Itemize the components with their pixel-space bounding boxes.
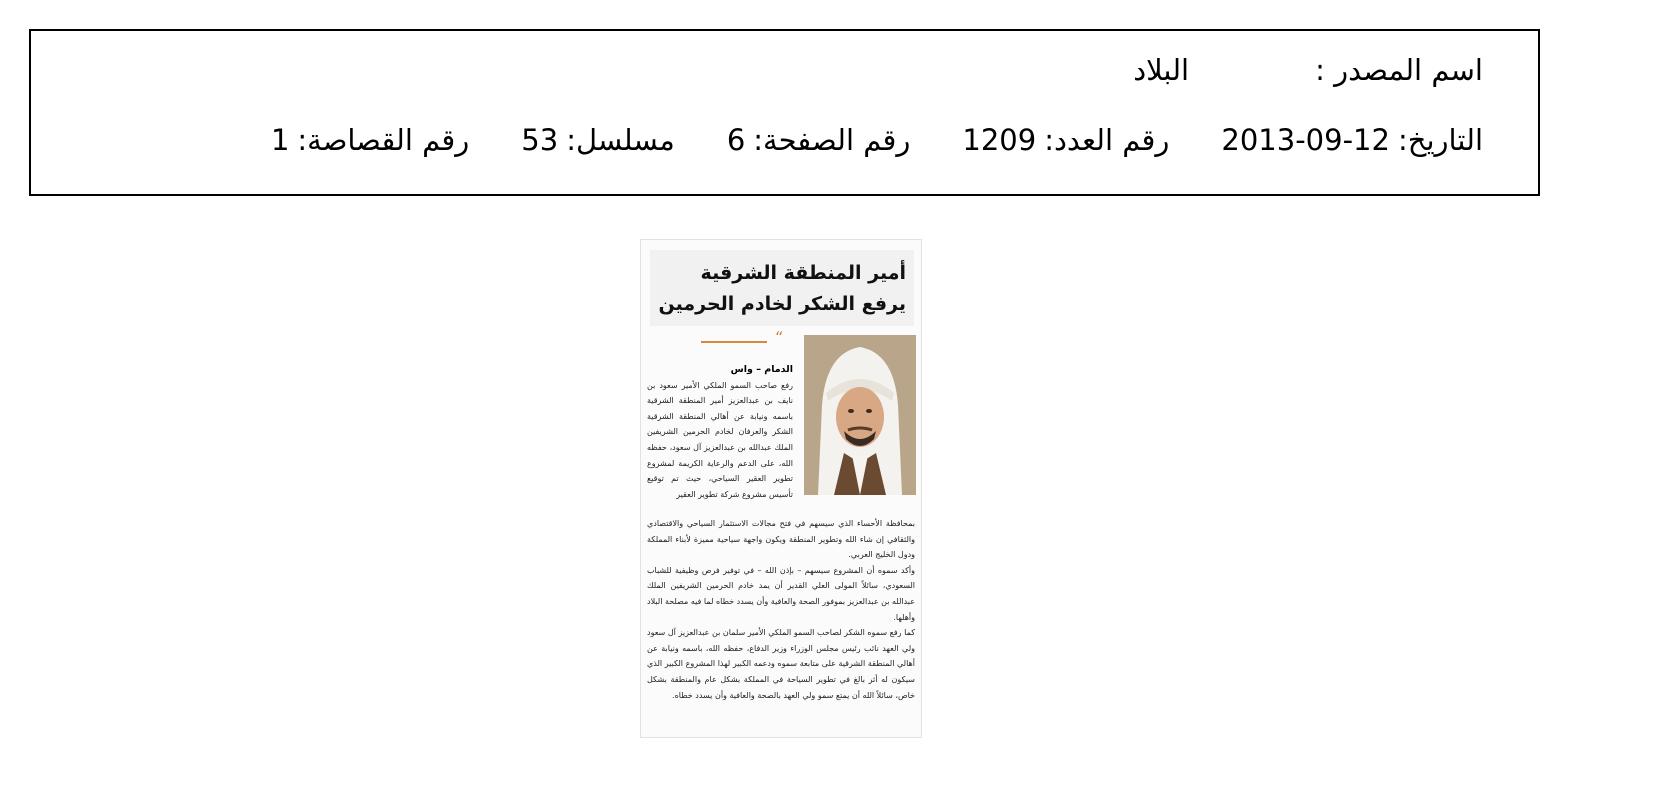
serial-value: 53 <box>521 123 559 157</box>
portrait-image <box>804 335 916 495</box>
newspaper-clipping <box>640 239 922 738</box>
details-row <box>271 123 1483 157</box>
date-label: التاريخ: <box>1397 123 1483 157</box>
article-body-full <box>647 516 915 703</box>
quote-rule <box>701 341 767 343</box>
page-label: رقم الصفحة: <box>753 123 911 157</box>
source-label: اسم المصدر : <box>1315 53 1483 87</box>
article-body-column <box>647 362 793 502</box>
quote-ornament <box>703 328 783 347</box>
issue-value: 1209 <box>962 123 1037 157</box>
article-paragraph: بمحافظة الأحساء الذي سيسهم في فتح مجالات الاستثمار السياحي والاقتصادي والثقافي إن شاء الله وتطوير المنطقة ويكون واجهة سياحية مميزة لأبناء المملكة ودول الخليج العربي. <box>647 519 915 560</box>
quote-mark-icon: “ <box>774 328 783 347</box>
clipping-metadata-box <box>29 29 1540 196</box>
source-value: البلاد <box>1133 53 1190 87</box>
clip-number-value: 1 <box>270 123 290 157</box>
article-dateline: الدمام – واس <box>730 364 793 375</box>
article-headline: أمير المنطقة الشرقية يرفع الشكر لخادم الحرمين <box>650 250 914 326</box>
clip-number-label: رقم القصاصة: <box>297 123 470 157</box>
source-row <box>1133 53 1483 87</box>
date-value: 2013-09-12 <box>1221 123 1390 157</box>
article-paragraph: وأكد سموه أن المشروع سيسهم – بإذن الله – في توفير فرص وظيفية للشباب السعودي، سائلاً المولى العلي القدير أن يمد خادم الحرمين الشريفين الملك عبدالله بن عبدالعزيز بموفور الصحة والعافية وأن يسدد خطاه لما فيه مصلحة البلاد وأهلها. <box>647 565 915 622</box>
portrait-photo <box>804 335 916 495</box>
page-value: 6 <box>726 123 746 157</box>
serial-label: مسلسل: <box>566 123 675 157</box>
article-paragraph: كما رفع سموه الشكر لصاحب السمو الملكي الأمير سلمان بن عبدالعزيز آل سعود ولي العهد نائب رئيس مجلس الوزراء وزير الدفاع، حفظه الله، باسمه ونيابة عن أهالي المنطقة الشرقية على متابعة سموه ودعمه الكبير لهذا المشروع الكبير الذي سيكون له أثر بالغ في تطوير السياحة في المملكة بشكل عام والمنطقة بشكل خاص، سائلاً الله أن يمتع سمو ولي العهد بالصحة والعافية وأن يسدد خطاه. <box>647 628 915 700</box>
issue-label: رقم العدد: <box>1044 123 1170 157</box>
article-paragraph-lead: رفع صاحب السمو الملكي الأمير سعود بن نايف بن عبدالعزيز أمير المنطقة الشرقية باسمه ونيابة عن أهالي المنطقة الشرقية الشكر والعرفان لخادم الحرمين الشريفين الملك عبدالله بن عبدالعزيز آل سعود، حفظه الله، على الدعم والرعاية الكريمة لمشروع تطوير العقير السياحي، حيث تم توقيع تأسيس مشروع شركة تطوير العقير <box>647 380 793 499</box>
